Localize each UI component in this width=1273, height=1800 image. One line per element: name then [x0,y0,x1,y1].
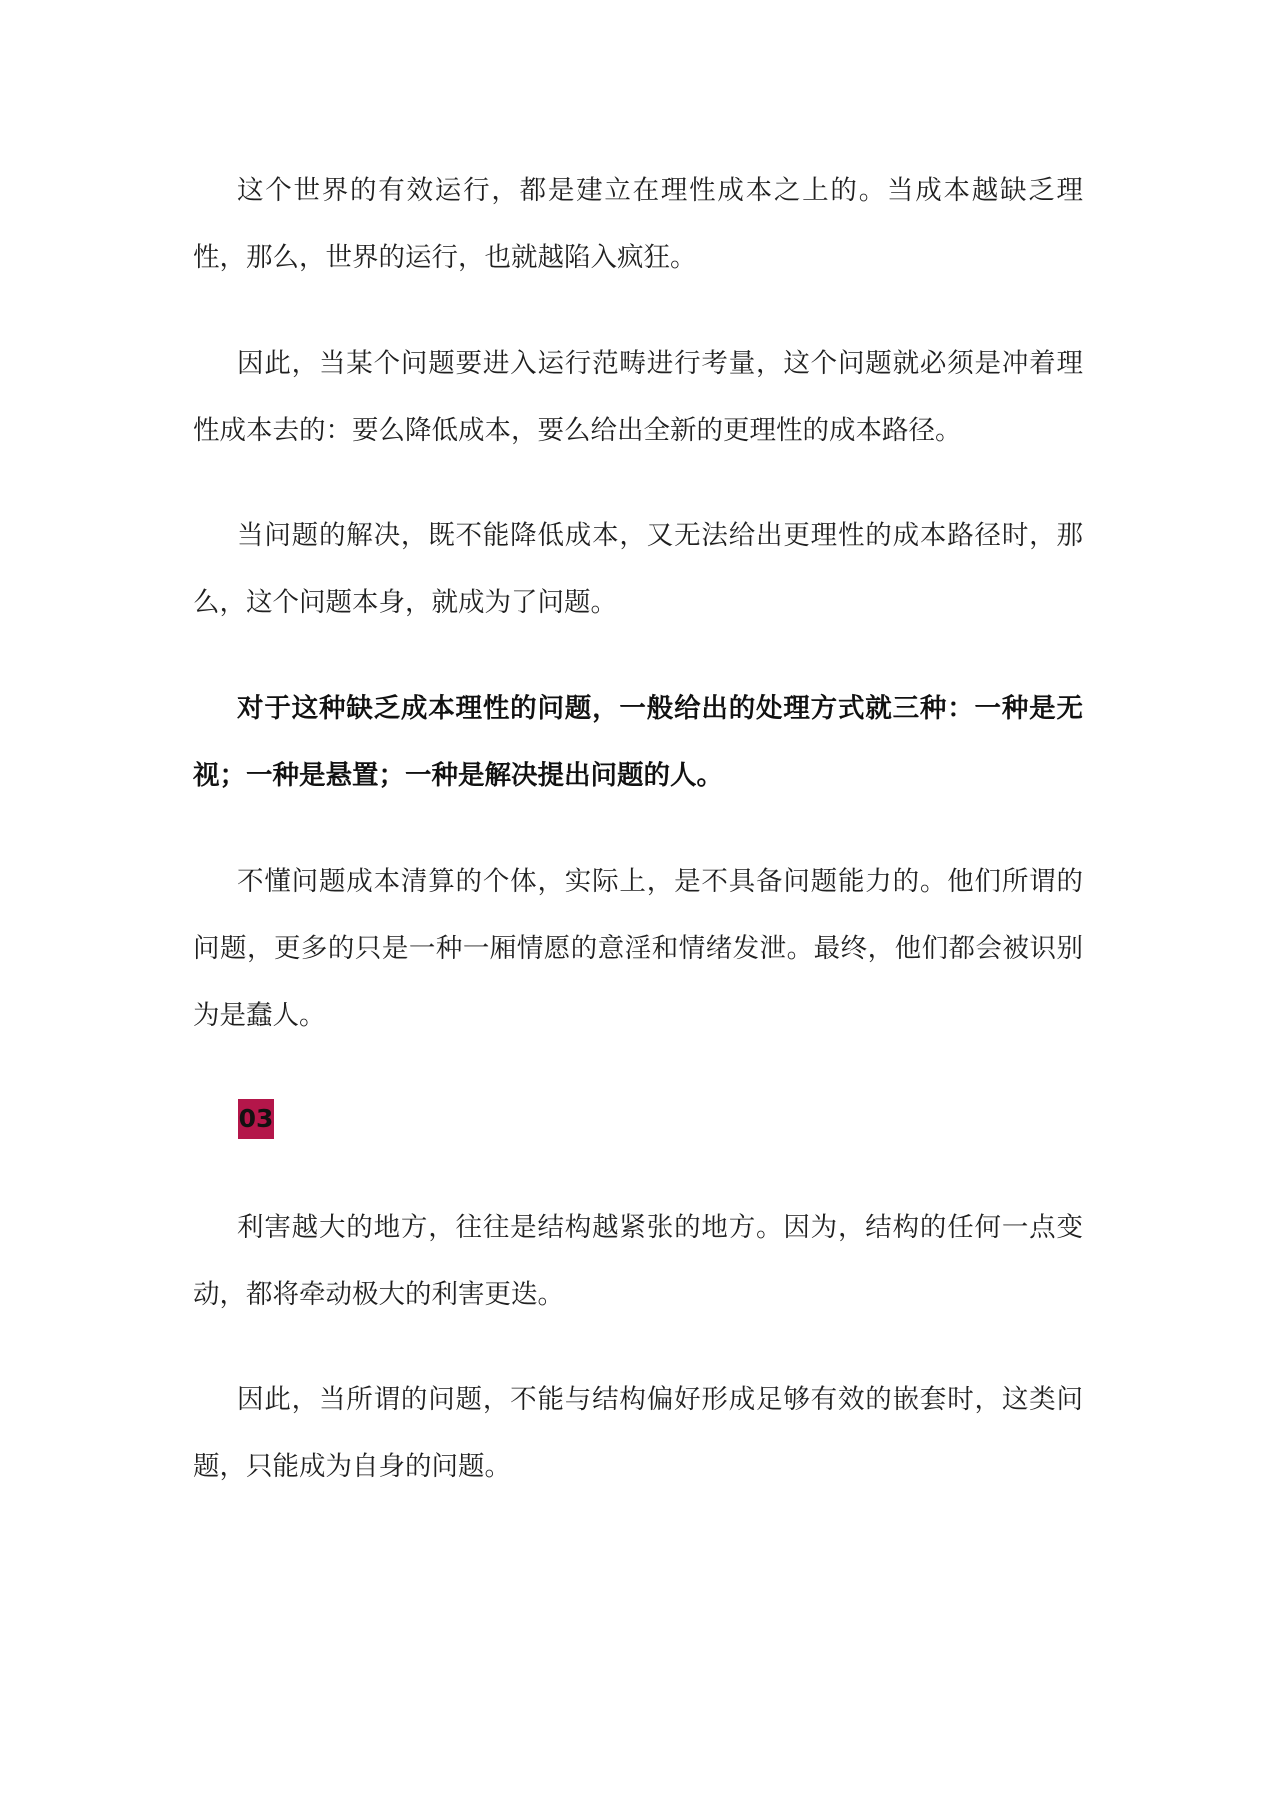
paragraph-three-ways-bold: 对于这种缺乏成本理性的问题，一般给出的处理方式就三种：一种是无视；一种是悬置；一种是解决提出问题的人。 [193,693,1083,791]
paragraph-structure-tension: 利害越大的地方，往往是结构越紧张的地方。因为，结构的任何一点变动，都将牵动极大的利害更迭。 [193,1212,1083,1310]
paragraph-problem-itself: 当问题的解决，既不能降低成本，又无法给出更理性的成本路径时，那么，这个问题本身，就成为了问题。 [193,520,1083,618]
paragraph-rational-cost: 这个世界的有效运行，都是建立在理性成本之上的。当成本越缺乏理性，那么，世界的运行，也就越陷入疯狂。 [193,175,1083,273]
paragraph-problem-entry: 因此，当某个问题要进入运行范畴进行考量，这个问题就必须是冲着理性成本去的：要么降低成本，要么给出全新的更理性的成本路径。 [193,348,1083,446]
paragraph-problem-ability: 不懂问题成本清算的个体，实际上，是不具备问题能力的。他们所谓的问题，更多的只是一种一厢情愿的意淫和情绪发泄。最终，他们都会被识别为是蠢人。 [193,866,1083,1031]
section-number-badge: 03 [238,1099,274,1139]
paragraph-structure-nesting: 因此，当所谓的问题，不能与结构偏好形成足够有效的嵌套时，这类问题，只能成为自身的问题。 [193,1384,1083,1482]
